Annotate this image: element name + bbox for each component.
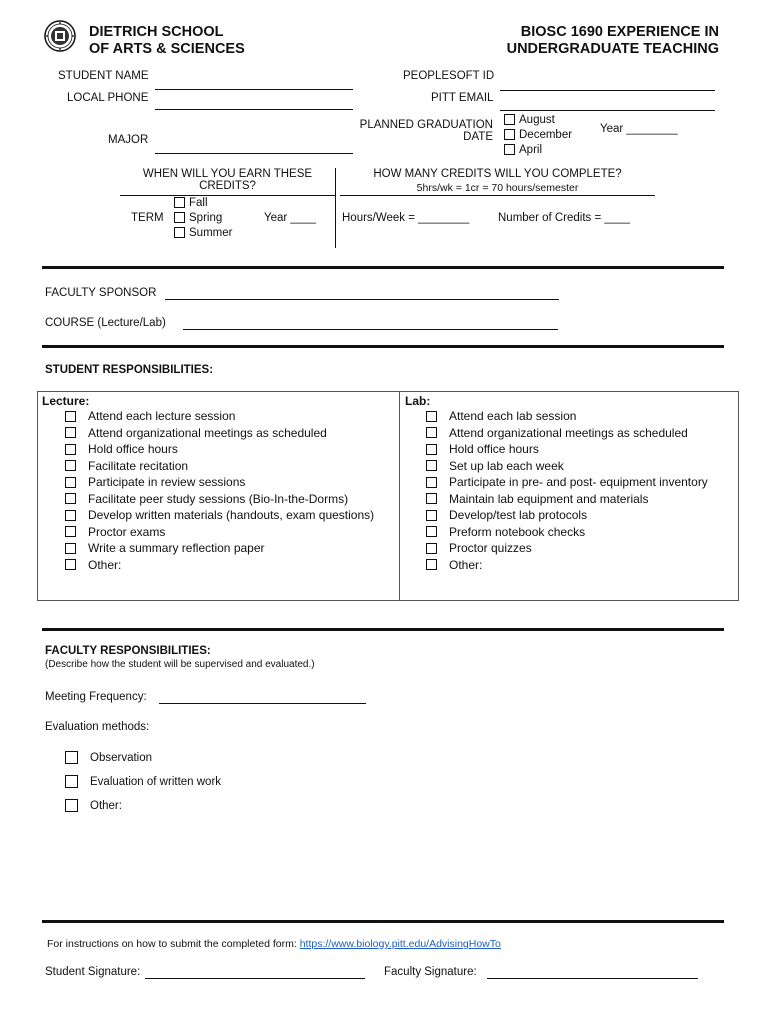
checkbox[interactable] bbox=[65, 559, 76, 570]
checkbox[interactable] bbox=[426, 411, 437, 422]
lecture-responsibility-item-label: Attend organizational meetings as scheduled bbox=[88, 425, 327, 440]
lab-responsibility-item[interactable] bbox=[426, 540, 738, 557]
section-rule bbox=[42, 628, 724, 631]
checkbox[interactable] bbox=[65, 411, 76, 422]
faculty-signature-label: Faculty Signature: bbox=[384, 966, 477, 978]
faculty-sponsor-field[interactable] bbox=[165, 299, 559, 300]
term-option-fall[interactable]: Fall bbox=[174, 195, 232, 210]
lab-responsibility-item[interactable] bbox=[426, 507, 738, 524]
course-lecture-lab-label: COURSE (Lecture/Lab) bbox=[45, 317, 166, 329]
pitt-email-field[interactable] bbox=[500, 110, 715, 111]
checkbox[interactable] bbox=[426, 460, 437, 471]
faculty-responsibilities-title: FACULTY RESPONSIBILITIES: bbox=[45, 645, 211, 657]
local-phone-field[interactable] bbox=[155, 109, 353, 110]
student-name-field[interactable] bbox=[155, 89, 353, 90]
student-signature-label: Student Signature: bbox=[45, 966, 141, 978]
lab-responsibility-item[interactable] bbox=[426, 491, 738, 508]
checkbox[interactable] bbox=[174, 197, 185, 208]
grad-option-august[interactable]: August bbox=[504, 112, 572, 127]
submission-instructions: For instructions on how to submit the completed form: https://www.biology.pitt.edu/AdvisingHowTo bbox=[47, 938, 501, 950]
checkbox[interactable] bbox=[426, 526, 437, 537]
checkbox[interactable] bbox=[426, 493, 437, 504]
major-field[interactable] bbox=[155, 153, 353, 154]
meeting-frequency-field[interactable] bbox=[159, 703, 366, 704]
lab-list bbox=[426, 408, 738, 573]
lecture-responsibility-item[interactable] bbox=[65, 408, 399, 425]
checkbox[interactable] bbox=[504, 114, 515, 125]
lab-column bbox=[399, 392, 738, 600]
lecture-header: Lecture: bbox=[42, 394, 90, 408]
lab-responsibility-item-label: Participate in pre- and post- equipment inventory bbox=[449, 475, 708, 490]
checkbox[interactable] bbox=[65, 477, 76, 488]
section-rule bbox=[42, 266, 724, 269]
term-option-summer[interactable]: Summer bbox=[174, 225, 232, 240]
checkbox[interactable] bbox=[65, 799, 78, 812]
meeting-frequency-label: Meeting Frequency: bbox=[45, 691, 147, 703]
term-year-field[interactable]: Year ____ bbox=[264, 212, 317, 224]
lecture-responsibility-item-label: Hold office hours bbox=[88, 442, 178, 457]
course-title: BIOSC 1690 EXPERIENCE IN UNDERGRADUATE TEACHING bbox=[506, 24, 719, 57]
lab-responsibility-item-label: Other: bbox=[449, 557, 483, 572]
faculty-sponsor-label: FACULTY SPONSOR bbox=[45, 287, 157, 299]
lecture-responsibility-item-label: Other: bbox=[88, 557, 122, 572]
lab-responsibility-item[interactable] bbox=[426, 557, 738, 574]
lab-responsibility-item-label: Set up lab each week bbox=[449, 458, 564, 473]
peoplesoft-id-label: PEOPLESOFT ID bbox=[403, 70, 495, 82]
checkbox[interactable] bbox=[65, 427, 76, 438]
local-phone-label: LOCAL PHONE bbox=[67, 92, 149, 104]
lecture-responsibility-item[interactable] bbox=[65, 441, 399, 458]
lecture-responsibility-item[interactable] bbox=[65, 507, 399, 524]
method-other[interactable]: Other: bbox=[65, 799, 122, 812]
lecture-list bbox=[65, 408, 399, 573]
lab-responsibility-item[interactable] bbox=[426, 408, 738, 425]
checkbox[interactable] bbox=[65, 543, 76, 554]
lab-responsibility-item-label: Attend each lab session bbox=[449, 409, 577, 424]
graduation-options bbox=[504, 112, 572, 157]
lab-responsibility-item[interactable] bbox=[426, 474, 738, 491]
method-observation[interactable]: Observation bbox=[65, 751, 152, 764]
lecture-responsibility-item[interactable] bbox=[65, 540, 399, 557]
checkbox[interactable] bbox=[426, 444, 437, 455]
graduation-year-field[interactable]: Year ________ bbox=[600, 123, 678, 135]
term-label: TERM bbox=[131, 212, 164, 224]
lab-header: Lab: bbox=[405, 394, 431, 408]
peoplesoft-id-field[interactable] bbox=[500, 90, 715, 91]
section-rule bbox=[42, 920, 724, 923]
checkbox[interactable] bbox=[426, 559, 437, 570]
student-responsibilities-title: STUDENT RESPONSIBILITIES: bbox=[45, 364, 214, 376]
lab-responsibility-item-label: Develop/test lab protocols bbox=[449, 508, 588, 523]
lab-responsibility-item-label: Hold office hours bbox=[449, 442, 539, 457]
lecture-responsibility-item[interactable] bbox=[65, 458, 399, 475]
credits-divider bbox=[340, 195, 655, 196]
faculty-signature-field[interactable] bbox=[487, 978, 698, 979]
checkbox[interactable] bbox=[65, 751, 78, 764]
grad-option-april[interactable]: April bbox=[504, 142, 572, 157]
lecture-column bbox=[38, 392, 400, 600]
lecture-responsibility-item-label: Proctor exams bbox=[88, 524, 166, 539]
grad-option-december[interactable]: December bbox=[504, 127, 572, 142]
checkbox[interactable] bbox=[174, 212, 185, 223]
school-name: DIETRICH SCHOOL OF ARTS & SCIENCES bbox=[89, 24, 245, 57]
checkbox[interactable] bbox=[174, 227, 185, 238]
lab-responsibility-item[interactable] bbox=[426, 458, 738, 475]
lecture-responsibility-item-label: Attend each lecture session bbox=[88, 409, 236, 424]
planned-graduation-label: PLANNED GRADUATION DATE bbox=[359, 119, 493, 143]
lecture-responsibility-item[interactable] bbox=[65, 524, 399, 541]
how-many-credits-question: HOW MANY CREDITS WILL YOU COMPLETE? bbox=[373, 168, 622, 180]
evaluation-methods-label: Evaluation methods: bbox=[45, 721, 150, 733]
section-rule bbox=[42, 345, 724, 348]
faculty-responsibilities-subtitle: (Describe how the student will be supervised and evaluated.) bbox=[45, 659, 315, 670]
term-option-spring[interactable]: Spring bbox=[174, 210, 232, 225]
term-options bbox=[174, 195, 232, 240]
lecture-responsibility-item[interactable] bbox=[65, 425, 399, 442]
checkbox[interactable] bbox=[504, 129, 515, 140]
lab-responsibility-item[interactable] bbox=[426, 425, 738, 442]
checkbox[interactable] bbox=[426, 510, 437, 521]
student-name-label: STUDENT NAME bbox=[58, 70, 149, 82]
checkbox[interactable] bbox=[426, 477, 437, 488]
lecture-responsibility-item-label: Develop written materials (handouts, exam questions) bbox=[88, 508, 375, 523]
lab-responsibility-item-label: Preform notebook checks bbox=[449, 524, 586, 539]
checkbox[interactable] bbox=[65, 775, 78, 788]
hours-per-week-field[interactable]: Hours/Week = ________ bbox=[342, 212, 470, 224]
when-credits-question: WHEN WILL YOU EARN THESE CREDITS? bbox=[142, 168, 313, 192]
checkbox[interactable] bbox=[504, 144, 515, 155]
university-seal-icon bbox=[44, 20, 76, 52]
lecture-responsibility-item-label: Facilitate peer study sessions (Bio-In-the-Dorms) bbox=[88, 491, 349, 506]
checkbox[interactable] bbox=[65, 526, 76, 537]
responsibilities-table bbox=[37, 391, 739, 601]
credit-rate-note: 5hrs/wk = 1cr = 70 hours/semester bbox=[416, 182, 579, 194]
checkbox[interactable] bbox=[426, 427, 437, 438]
lab-responsibility-item-label: Maintain lab equipment and materials bbox=[449, 491, 649, 506]
pitt-email-label: PITT EMAIL bbox=[431, 92, 494, 104]
lecture-responsibility-item[interactable] bbox=[65, 474, 399, 491]
column-divider bbox=[335, 168, 336, 248]
lecture-responsibility-item[interactable] bbox=[65, 557, 399, 574]
checkbox[interactable] bbox=[65, 510, 76, 521]
lab-responsibility-item-label: Proctor quizzes bbox=[449, 541, 532, 556]
course-lecture-lab-field[interactable] bbox=[183, 329, 558, 330]
lab-responsibility-item[interactable] bbox=[426, 441, 738, 458]
lecture-responsibility-item[interactable] bbox=[65, 491, 399, 508]
lecture-responsibility-item-label: Write a summary reflection paper bbox=[88, 541, 265, 556]
lab-responsibility-item[interactable] bbox=[426, 524, 738, 541]
number-of-credits-field[interactable]: Number of Credits = ____ bbox=[498, 212, 630, 224]
checkbox[interactable] bbox=[65, 444, 76, 455]
student-signature-field[interactable] bbox=[145, 978, 365, 979]
advising-link[interactable]: https://www.biology.pitt.edu/AdvisingHowTo bbox=[299, 938, 501, 950]
lecture-responsibility-item-label: Facilitate recitation bbox=[88, 458, 189, 473]
checkbox[interactable] bbox=[65, 493, 76, 504]
lecture-responsibility-item-label: Participate in review sessions bbox=[88, 475, 246, 490]
checkbox[interactable] bbox=[426, 543, 437, 554]
major-label: MAJOR bbox=[108, 134, 149, 146]
lab-responsibility-item-label: Attend organizational meetings as scheduled bbox=[449, 425, 688, 440]
checkbox[interactable] bbox=[65, 460, 76, 471]
method-written-work[interactable]: Evaluation of written work bbox=[65, 775, 221, 788]
